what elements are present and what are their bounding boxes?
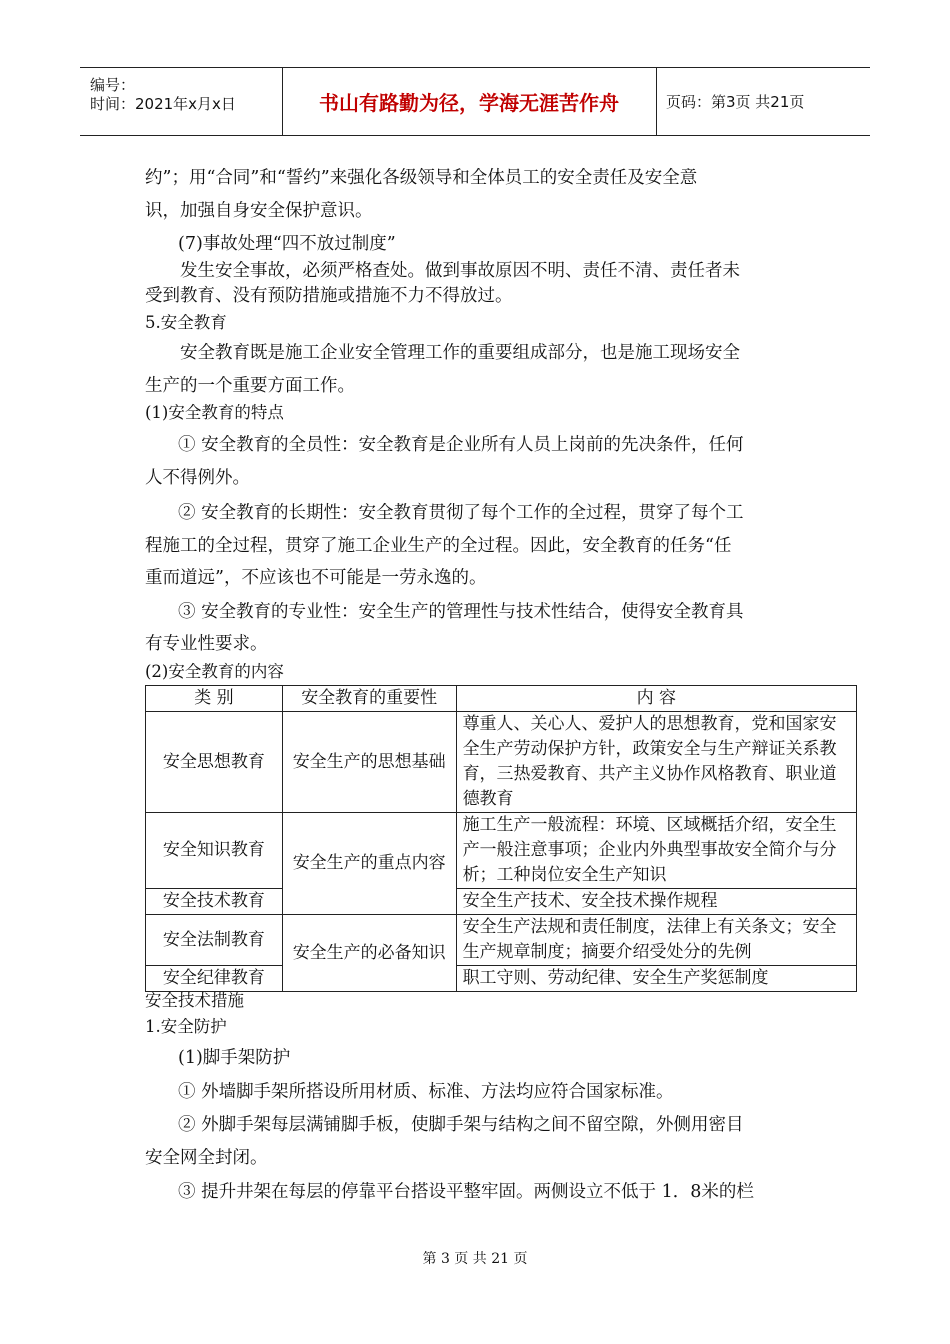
category-cell: 安全法制教育 <box>146 915 283 966</box>
number-label: 编号： <box>90 76 136 94</box>
paragraph-line: 发生安全事故，必须严格查处。做到事故原因不明、责任不清、责任者未 <box>180 261 740 281</box>
paragraph-line: ② 外脚手架每层满铺脚手板，使脚手架与结构之间不留空隙，外侧用密目 <box>178 1115 744 1135</box>
paragraph-line: 生产的一个重要方面工作。 <box>145 376 355 396</box>
table-row <box>146 889 857 915</box>
paragraph-line: ③ 提升井架在每层的停靠平台搭设平整牢固。两侧设立不低于 1．8米的栏 <box>178 1182 754 1202</box>
header-meta <box>80 68 283 135</box>
content-cell: 职工守则、劳动纪律、安全生产奖惩制度 <box>456 966 856 992</box>
paragraph-line: 程施工的全过程，贯穿了施工企业生产的全过程。因此，安全教育的任务“任 <box>145 536 732 556</box>
importance-cell: 安全生产的必备知识 <box>282 915 456 992</box>
category-cell: 安全纪律教育 <box>146 966 283 992</box>
page-header <box>80 67 870 136</box>
paragraph-line: 重而道远”，不应该也不可能是一劳永逸的。 <box>145 568 487 588</box>
table-header-row <box>146 686 857 712</box>
header-motto: 书山有路勤为径，学海无涯苦作舟 <box>282 68 657 135</box>
table-header-cell: 安全教育的重要性 <box>282 686 456 712</box>
importance-cell: 安全生产的重点内容 <box>282 813 456 915</box>
content-cell: 安全生产法规和责任制度，法律上有关条文；安全生产规章制度；摘要介绍受处分的先例 <box>456 915 856 966</box>
section-heading: (7)事故处理“四不放过制度” <box>178 234 396 254</box>
category-cell: 安全技术教育 <box>146 889 283 915</box>
category-cell: 安全知识教育 <box>146 813 283 889</box>
section-heading: 安全技术措施 <box>145 991 244 1010</box>
importance-cell: 安全生产的思想基础 <box>282 712 456 813</box>
table-header-cell: 内 容 <box>456 686 856 712</box>
content-cell: 尊重人、关心人、爱护人的思想教育，党和国家安全生产劳动保护方针，政策安全与生产辩证关系教育，三热爱教育、共产主义协作风格教育、职业道德教育 <box>456 712 856 813</box>
table-row <box>146 915 857 966</box>
paragraph-line: 有专业性要求。 <box>145 634 268 654</box>
section-heading: (1)脚手架防护 <box>178 1048 291 1068</box>
section-heading: 5.安全教育 <box>145 313 227 332</box>
paragraph-line: 受到教育、没有预防措施或措施不力不得放过。 <box>145 286 513 306</box>
paragraph-line: ① 安全教育的全员性：安全教育是企业所有人员上岗前的先决条件，任何 <box>178 435 744 455</box>
paragraph-line: ② 安全教育的长期性：安全教育贯彻了每个工作的全过程，贯穿了每个工 <box>178 503 744 523</box>
date-label: 时间：2021年x月x日 <box>90 95 236 113</box>
table-row <box>146 966 857 992</box>
section-heading: (1)安全教育的特点 <box>145 403 284 422</box>
category-cell: 安全思想教育 <box>146 712 283 813</box>
page-footer: 第 3 页 共 21 页 <box>422 1251 528 1267</box>
section-heading: (2)安全教育的内容 <box>145 662 284 681</box>
table-row <box>146 813 857 889</box>
content-cell: 安全生产技术、安全技术操作规程 <box>456 889 856 915</box>
paragraph-line: 安全网全封闭。 <box>145 1148 268 1168</box>
content-cell: 施工生产一般流程：环境、区域概括介绍，安全生产一般注意事项；企业内外典型事故安全简介与分析；工种岗位安全生产知识 <box>456 813 856 889</box>
paragraph-line: ③ 安全教育的专业性：安全生产的管理性与技术性结合，使得安全教育具 <box>178 602 744 622</box>
paragraph-line: 人不得例外。 <box>145 468 250 488</box>
header-page-info: 页码：第3页 共21页 <box>666 93 805 111</box>
safety-education-table <box>145 685 857 992</box>
table-header-cell: 类 别 <box>146 686 283 712</box>
paragraph-line: ① 外墙脚手架所搭设所用材质、标准、方法均应符合国家标准。 <box>178 1082 674 1102</box>
paragraph-line: 识，加强自身安全保护意识。 <box>145 201 373 221</box>
paragraph-line: 安全教育既是施工企业安全管理工作的重要组成部分，也是施工现场安全 <box>180 343 740 363</box>
paragraph-line: 约”；用“合同”和“誓约”来强化各级领导和全体员工的安全责任及安全意 <box>145 168 698 188</box>
table-row <box>146 712 857 813</box>
section-heading: 1.安全防护 <box>145 1017 227 1036</box>
